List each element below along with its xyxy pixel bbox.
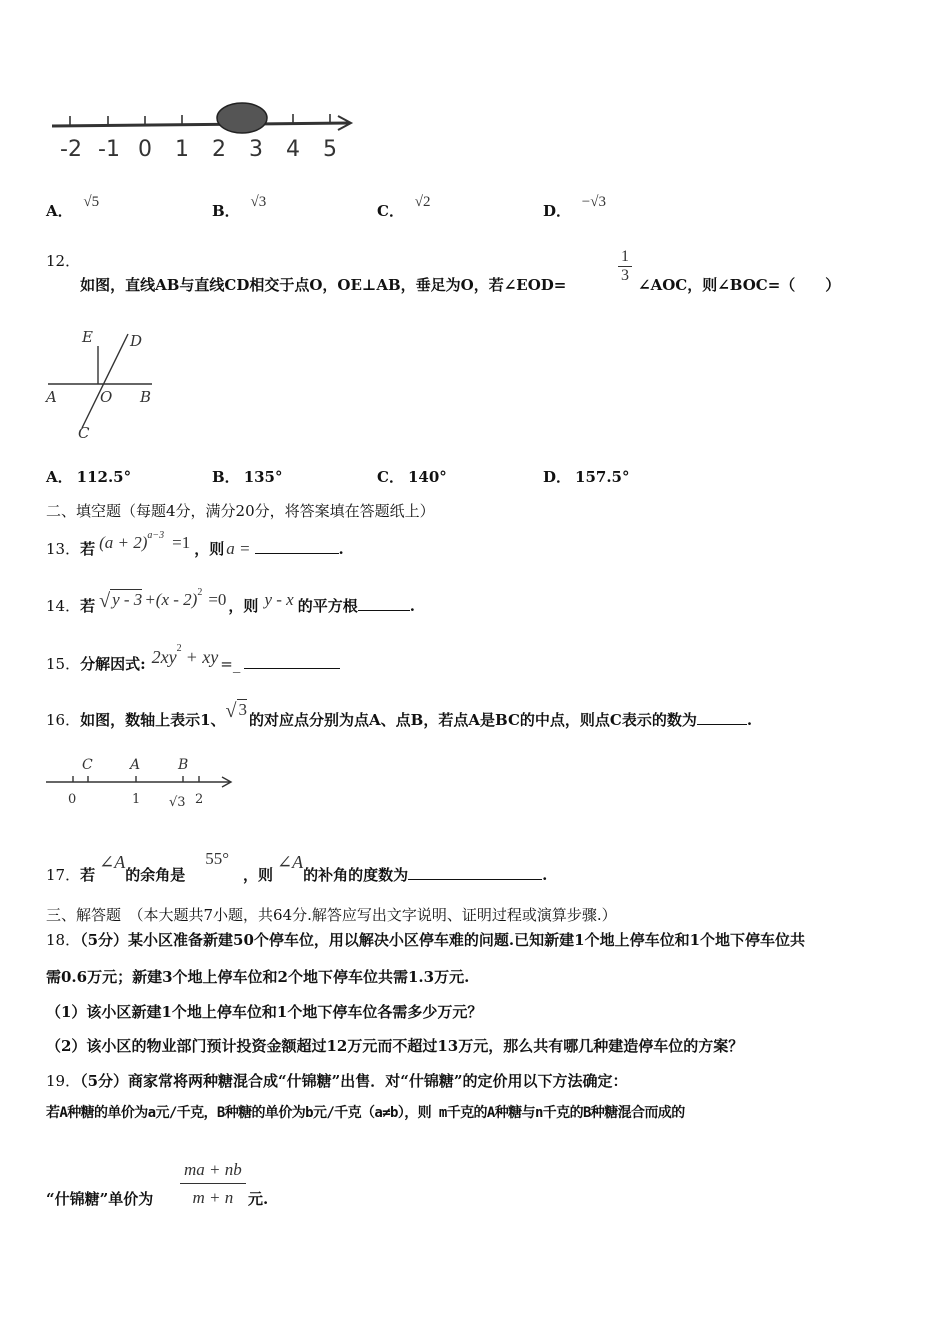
option-value: √3 (250, 194, 267, 210)
option-letter: B． (212, 202, 240, 220)
q12-option-d[interactable] (543, 466, 630, 487)
q14 (46, 588, 415, 621)
q15-expr2: + xy (185, 647, 219, 667)
option-letter: D． (543, 468, 572, 486)
q15 (46, 643, 340, 679)
q12-intersecting-lines-figure (44, 322, 164, 442)
q16-text-b: 的对应点分别为点A、点B，若点A是BC的中点，则点C表示的数为 (249, 711, 697, 729)
q16-text-a: 如图，数轴上表示1、 (80, 711, 226, 729)
q17-mid1: 的余角是 (125, 866, 186, 884)
q17-degree: 55° (205, 849, 230, 868)
label-b: B (178, 757, 189, 773)
tick-label: -2 (60, 137, 82, 162)
tick-label: 2 (212, 137, 226, 162)
q12-option-c[interactable] (377, 466, 447, 487)
q17-pre: 若 (80, 866, 96, 884)
tick-label: 0 (68, 792, 77, 807)
question-number: 14． (46, 597, 81, 615)
q14-pre: 若 (80, 597, 96, 615)
q11-option-b[interactable] (212, 190, 267, 220)
q18-subquestion-1: （1）该小区新建1个地上停车位和1个地下停车位各需多少万元？ (46, 1003, 483, 1021)
q15-text: 分解因式: (80, 655, 146, 673)
q17-post: 的补角的度数为 (303, 866, 409, 884)
fraction-numerator: ma + nb (184, 1160, 242, 1179)
tick-label: 3 (249, 137, 263, 162)
q12-stem (46, 250, 567, 294)
option-letter: D． (543, 202, 572, 220)
option-letter: C． (377, 468, 404, 486)
q19-text: （5分）商家常将两种糖混合成“什锦糖”出售．对“什锦糖”的定价用以下方法确定： (80, 1072, 628, 1090)
label-c: C (78, 424, 90, 442)
q19-line-1 (46, 1070, 628, 1091)
section-2-title: 二、填空题（每题4分，满分20分，将答案填在答题纸上） (46, 502, 435, 520)
tick-label: 4 (286, 137, 300, 162)
question-number: 17． (46, 866, 81, 884)
q11-option-c[interactable] (377, 190, 431, 220)
sqrt-sign: √ (99, 590, 111, 612)
q12-fraction (618, 248, 632, 285)
answer-blank[interactable] (255, 539, 339, 554)
tick-label: 1 (132, 792, 141, 807)
q14-exponent: 2 (197, 587, 203, 598)
q12-text-a: 如图，直线AB与直线CD相交于点O，OE⊥AB，垂足为O，若∠EOD= (80, 276, 567, 294)
answer-blank[interactable] (244, 654, 340, 669)
q11-number-line-figure (44, 96, 364, 166)
q18-subquestion-2: （2）该小区的物业部门预计投资金额超过12万元而不超过13万元，那么共有哪几种建造停车位的方案？ (46, 1037, 744, 1055)
label-e: E (82, 328, 93, 346)
option-value: 112.5° (76, 468, 132, 486)
tick-label: -1 (98, 137, 120, 162)
q17-angle: ∠A (99, 852, 126, 872)
option-value: −√3 (581, 194, 606, 210)
q13-mid: ，则 (194, 540, 225, 558)
q14-post: 的平方根 (297, 597, 358, 615)
q15-expr: 2xy (151, 647, 177, 667)
q17-end: . (542, 866, 548, 884)
question-number: 15． (46, 655, 81, 673)
q19-fraction (180, 1160, 246, 1208)
fraction-numerator: 1 (621, 248, 629, 265)
tick-label: 1 (175, 137, 189, 162)
q16 (46, 700, 753, 735)
option-letter: B． (212, 468, 240, 486)
option-value: 135° (243, 468, 283, 486)
q16-sqrt-content: 3 (238, 700, 248, 719)
q19-line-3-pre: “什锦糖”单价为 (46, 1190, 154, 1208)
q14-expr2: y - x (264, 590, 294, 609)
q19-line-2: 若A种糖的单价为a元/千克，B种糖的单价为b元/千克（a≠b），则 m千克的A种糖与n千克的B种糖混合而成的 (46, 1105, 685, 1121)
q13-exponent: a−3 (147, 530, 165, 541)
option-letter: A． (46, 202, 73, 220)
q13-var: a = (226, 539, 251, 558)
q12-option-b[interactable] (212, 466, 283, 487)
q14-end: . (409, 597, 415, 615)
q12-text-b: ∠AOC，则∠BOC=（ ） (638, 276, 841, 294)
q16-end: . (746, 711, 753, 729)
q18-line-1 (46, 929, 805, 950)
label-b: B (140, 388, 152, 406)
q15-exponent: 2 (176, 643, 182, 654)
q17-mid2: ，则 (243, 866, 274, 884)
tick-label: √3 (169, 795, 186, 810)
q14-mid: ，则 (228, 597, 259, 615)
q17-angle2: ∠A (277, 852, 304, 872)
q11-option-a[interactable] (46, 190, 100, 220)
q11-option-d[interactable] (543, 190, 606, 220)
question-number: 19． (46, 1072, 81, 1090)
option-letter: A． (46, 468, 73, 486)
option-value: √2 (414, 194, 431, 210)
q19-line-3-post: 元. (248, 1190, 269, 1208)
q14-eq: =0 (208, 590, 227, 609)
q15-eq: =_ (220, 655, 241, 673)
number-line-ellipse-region (217, 103, 267, 133)
question-number: 16． (46, 711, 81, 729)
option-value: 140° (407, 468, 447, 486)
tick-label: 0 (138, 137, 152, 162)
label-c: C (82, 757, 93, 773)
question-number: 13． (46, 540, 81, 558)
q13-pre: 若 (80, 540, 96, 558)
section-3-title: 三、解答题 （本大题共7小题，共64分.解答应写出文字说明、证明过程或演算步骤.） (46, 906, 617, 924)
fraction-denominator: 3 (618, 266, 632, 285)
q14-rest: +(x - 2) (144, 590, 198, 609)
option-letter: C． (377, 202, 404, 220)
label-d: D (130, 332, 143, 350)
answer-blank[interactable] (408, 865, 542, 880)
label-a: A (130, 757, 141, 773)
q13 (46, 532, 344, 563)
q13-eq: =1 (172, 533, 191, 552)
q16-number-line-figure (44, 750, 244, 814)
answer-blank[interactable] (697, 710, 747, 725)
q12-option-a[interactable] (46, 466, 131, 487)
option-value: 157.5° (575, 468, 630, 486)
q18-line-2: 需0.6万元；新建3个地上停车位和2个地下停车位共需1.3万元. (46, 968, 470, 986)
q13-end: . (338, 540, 344, 558)
option-value: √5 (83, 194, 100, 210)
sqrt-sign: √ (225, 700, 237, 722)
label-a: A (46, 388, 57, 406)
q17 (46, 846, 547, 883)
fraction-denominator: m + n (180, 1183, 246, 1208)
q18-text: （5分）某小区准备新建50个停车位，用以解决小区停车难的问题.已知新建1个地上停车位和1个地下停车位共 (80, 931, 806, 949)
tick-label: 5 (323, 137, 337, 162)
q14-sqrt-content: y - 3 (112, 590, 143, 609)
label-o: O (100, 388, 113, 406)
q13-expr: (a + 2) (99, 533, 148, 552)
question-number: 12． (46, 252, 81, 270)
answer-blank[interactable] (358, 596, 410, 611)
tick-label: 2 (195, 792, 204, 807)
question-number: 18． (46, 931, 81, 949)
